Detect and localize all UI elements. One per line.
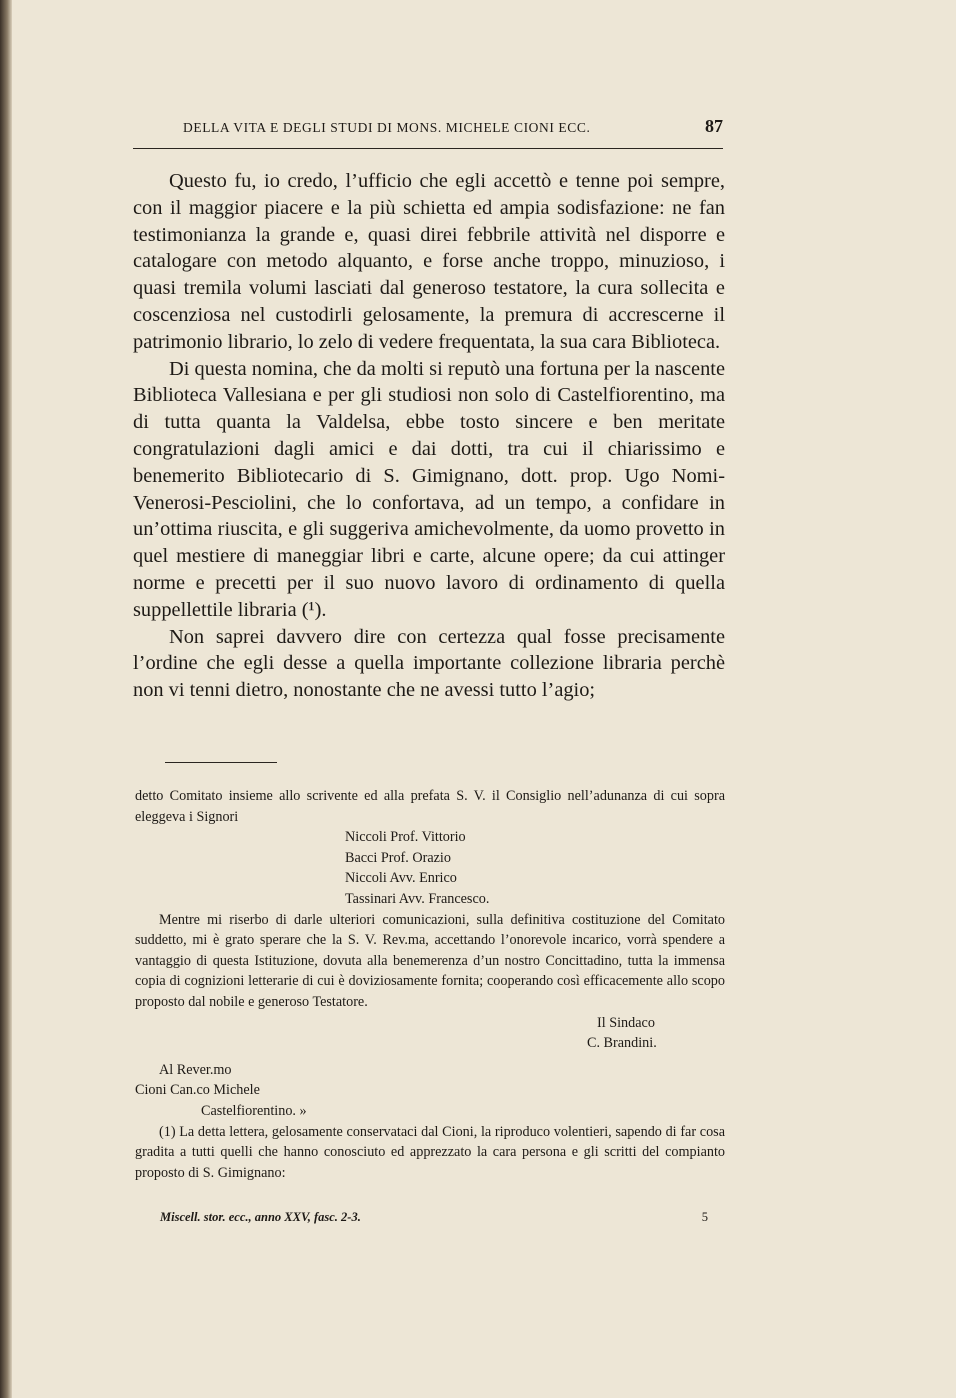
- paragraph: Questo fu, io credo, l’ufficio che egli accettò e tenne poi sempre, con il maggior piacere e la più schietta ed ampia sodisfazione: ne fan testimonianza la grande e, quasi direi febbrile attività nel disporre e catalogare con metodo alquanto, e forse anche troppo, minuzioso, i quasi tremila volumi lasciati dal generoso testatore, la cura sollecita e coscenziosa nel custodirli gelosamente, la premura di accrescerne il patrimonio librario, lo zelo di vedere frequentata, la sua cara Biblioteca.: [133, 170, 725, 353]
- header-rule: [133, 148, 723, 149]
- printer-signature: Miscell. stor. ecc., anno XXV, fasc. 2-3.: [160, 1210, 361, 1224]
- address-line: Castelfiorentino. »: [201, 1102, 307, 1119]
- address-block: [135, 1060, 725, 1122]
- page-header: [183, 116, 723, 137]
- footnote-rule: [165, 762, 277, 763]
- address-line: Cioni Can.co Michele: [135, 1082, 260, 1099]
- notes-section: [135, 786, 725, 1183]
- signature-block: [587, 1013, 725, 1054]
- committee-name: Niccoli Avv. Enrico: [345, 870, 457, 887]
- letter-body: Mentre mi riserbo di darle ulteriori comunicazioni, sulla definitiva costituzione del Comitato suddetto, mi è grato sperare che la S. V. Rev.ma, accettando l’onorevole incarico, vorrà spendere a vantaggio di questa Istituzione, dovuta alla benemerenza d’un nostro Concittadino, tutta la immensa copia di cognizioni letterarie di cui è doviziosamente fornita; cooperando così efficacemente allo scopo proposto dal nobile e generoso Testatore.: [135, 911, 725, 1010]
- committee-names: [345, 827, 725, 909]
- book-spine-edge: [0, 0, 12, 1398]
- running-head: DELLA VITA E DEGLI STUDI DI MONS. MICHELE CIONI ECC.: [183, 120, 591, 135]
- footnote: (1) La detta lettera, gelosamente conservataci dal Cioni, la riproduco volentieri, sapendo di far cosa gradita a tutti quelli che hanno conosciuto ed apprezzato la cara persona e gli scritti del compianto proposto di S. Gimignano:: [135, 1123, 725, 1181]
- signature-mark: 5: [701, 1210, 708, 1224]
- committee-name: Tassinari Avv. Francesco.: [345, 890, 490, 907]
- committee-name: Niccoli Prof. Vittorio: [345, 829, 466, 846]
- paragraph: Di questa nomina, che da molti si reputò una fortuna per la nascente Biblioteca Vallesiana e per gli studiosi non solo di Castelfiorentino, ma di tutta quanta la Valdelsa, ebbe tosto sincere e ben meritate congratulazioni dagli amici e dai dotti, tra cui il chiarissimo e benemerito Bibliotecario di S. Gimignano, dott. prop. Ugo Nomi-Venerosi-Pesciolini, che lo confortava, ad un tempo, a confidare in un’ottima riuscita, e gli suggeriva amichevolmente, da uomo provetto in quel mestiere di maneggiar libri e carte, alcune opere; da cui attinger norme e precetti per il suo nuovo lavoro di ordinamento di quella suppellettile libraria (¹).: [133, 357, 725, 621]
- letter-intro: detto Comitato insieme allo scrivente ed alla prefata S. V. il Consiglio nell’adunanza di cui sopra eleggeva i Signori: [135, 788, 725, 825]
- address-line: Al Rever.mo: [159, 1061, 232, 1078]
- signature-name: C. Brandini.: [587, 1035, 657, 1052]
- page-number: 87: [705, 116, 723, 136]
- committee-name: Bacci Prof. Orazio: [345, 849, 451, 866]
- main-text: [133, 168, 725, 704]
- paragraph: Non saprei davvero dire con certezza qual fosse precisamente l’ordine che egli desse a quella importante collezione libraria perchè non vi tenni dietro, nonostante che ne avessi tutto l’agio;: [133, 625, 725, 702]
- signature-title: Il Sindaco: [597, 1014, 655, 1031]
- page-footer: [160, 1210, 708, 1225]
